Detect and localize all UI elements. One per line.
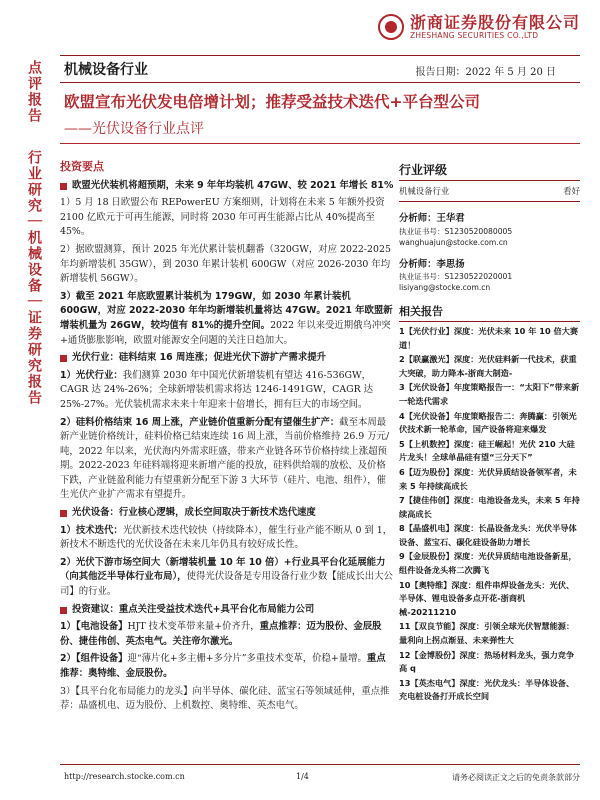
- analyst-cert: 执业证书号：S1230522020001: [399, 272, 513, 282]
- rating-row: [399, 185, 580, 203]
- report-category-band: 行业研究｜机械设备｜证券研究报告: [26, 150, 42, 406]
- rating-label: 机械设备行业: [399, 185, 450, 196]
- logo-icon: [378, 14, 404, 40]
- industry-label: 机械设备行业: [64, 62, 148, 78]
- analyst-name: 分析师：王华君: [399, 213, 465, 225]
- related-report-item[interactable]: 10【奥特维】深度：组件串焊设备龙头：光伏、半导体、锂电设备多点开花-浙商机械-20211210: [399, 579, 575, 617]
- disclaimer-note: 请务必阅读正文之后的免责条款部分: [452, 773, 580, 782]
- company-logo: [378, 14, 580, 40]
- analyst-email: wanghuajun@stocke.com.cn: [399, 237, 508, 247]
- related-report-item[interactable]: 7【捷佳伟创】深度：电池设备龙头，未来 5 年持续高成长: [399, 495, 580, 519]
- paragraph: 1）【电池设备】HJT 技术变革带来量+价齐升，重点推荐：迈为股份、金辰股份、捷佳伟创、英杰电气。关注帝尔激光。: [60, 621, 382, 647]
- paragraph: 1）技术迭代：光伏新技术迭代较快（持续降本），催生行业产能不断从 0 到 1，新技术不断迭代的光伏设备在未来几年仍具有较好成长性。: [60, 524, 393, 551]
- bullet-pv-equipment: 光伏设备：行业核心逻辑，成长空间取决于新技术迭代速度: [60, 506, 394, 521]
- related-report-item[interactable]: 8【晶盛机电】深度：长晶设备龙头：光伏半导体设备、蓝宝石、碳化硅设备助力增长: [399, 523, 577, 547]
- paragraph: 2）据欧盟测算，预计 2025 年光伏累计装机翻番（320GW，对应 2022-2025 年均新增装机 35GW），到 2030 年累计装机 600GW（对应 2026-2030 年均新增装机 56GW）。: [60, 243, 391, 285]
- main-column: [60, 160, 394, 714]
- related-report-item[interactable]: 12【金博股份】深度：热场材料龙头，强力竞争高 q: [399, 649, 575, 674]
- paragraph: 1）光伏行业：我们测算 2030 年中国光伏新增装机有望达 416-536GW，CAGR 达 24%-26%；全球新增装机需求将达 1246-1491GW，CAGR 达 25%-27%。光伏装机需求未来十年迎来十倍增长，拥有巨大的市场空间。: [60, 369, 374, 410]
- analyst-block: [399, 212, 580, 248]
- bullet-investment: 投资建议：重点关注受益技术迭代+具平台化布局能力公司: [60, 603, 394, 618]
- paragraph: 2）硅料价格结束 16 周上涨，产业链价值重新分配有望催生扩产：截至本周最新产业链价格统计，硅料价格已结束连续 16 周上涨，当前价格维持 26.9 万元/吨，2022 年以来，光伏海内外需求旺盛，带来产业链各环节价格持续上涨超预期。2022-2023 年硅料端将迎来新增产能的投放，硅料供给端的放松、及价格下跌，产业链盈利能力有望重新分配至下游 3 大环节（硅片、电池、组件），催生光伏产业扩产需求有望提升。: [60, 416, 390, 501]
- footer-rule: [60, 764, 580, 765]
- report-type-band: 点评报告: [26, 60, 42, 124]
- bullet-square-icon: [60, 510, 67, 517]
- header-rule-bottom: [60, 82, 580, 83]
- report-title: 欧盟宣布光伏发电倍增计划；推荐受益技术迭代+平台型公司: [64, 93, 480, 111]
- paragraph: 3）【具平台化布局能力的龙头】向半导体、碳化硅、蓝宝石等领域延伸，重点推荐：晶盛机电、迈为股份、上机数控、奥特维、英杰电气。: [60, 685, 390, 712]
- sidebar: [399, 160, 580, 704]
- header-rule-top: [60, 55, 580, 56]
- rating-value: 看好: [563, 185, 580, 196]
- bullet-square-icon: [60, 355, 67, 362]
- bullet-pv-industry: 光伏行业：硅料结束 16 周连涨；促进光伏下游扩产需求提升: [60, 351, 394, 366]
- paragraph: 1）5 月 18 日欧盟公布 REPowerEU 方案细则，计划将在未来 5 年额外投资 2100 亿欧元于可再生能源，同时将 2030 年可再生能源占比从 40%提高至 45%。: [60, 197, 385, 238]
- page-number: 1/4: [296, 772, 309, 781]
- title-rule: [60, 143, 580, 144]
- analyst-cert: 执业证书号：S1230520080005: [399, 226, 513, 236]
- analyst-email: lisiyang@stocke.com.cn: [399, 283, 491, 293]
- bullet-eu-pv: 欧盟光伏装机将超预期，未来 9 年年均装机 47GW、较 2021 年增长 81%: [60, 179, 394, 194]
- related-report-item[interactable]: 1【光伏行业】深度：光伏未来 10 年 10 倍大赛道！: [399, 325, 579, 350]
- related-report-item[interactable]: 3【光伏设备】年度策略报告一：“太阳下”带来新一轮迭代需求: [399, 382, 580, 406]
- bullet-square-icon: [60, 183, 67, 190]
- related-report-item[interactable]: 2【联赢激光】深度：光伏硅料新一代技术，获重大突破，助力降本-浙商大制造-: [399, 354, 577, 378]
- paragraph: 2）光伏下游市场空间大（新增装机量 10 年 10 倍）+行业具平台化延展能力（向其他泛半导体行业布局），使得光伏设备是专用设备行业少数【能成长出大公司】的行业。: [60, 556, 393, 598]
- paragraph: 2）【组件设备】迎“薄片化+多主栅+多分片”多重技术变革，价稳+量增。重点推荐：奥特维、金辰股份。: [60, 653, 386, 679]
- company-name-en: ZHESHANG SECURITIES CO.,LTD: [409, 31, 539, 40]
- related-report-item[interactable]: 13【英杰电气】深度：光伏龙头：半导体设备、充电桩设备打开成长空间: [399, 677, 575, 702]
- related-report-item[interactable]: 4【光伏设备】年度策略报告二：奔腾赢：引领光伏技术新一轮革命，国产设备将迎来爆发: [399, 410, 577, 435]
- footer-url-link[interactable]: http://research.stocke.com.cn: [64, 772, 185, 781]
- related-report-item[interactable]: 5【上机数控】深度：硅王崛起！光伏 210 大硅片龙头！全球单晶硅有望“三分天下”: [399, 438, 575, 463]
- report-subtitle: ——光伏设备行业点评: [64, 121, 204, 137]
- bullet-square-icon: [60, 607, 67, 614]
- paragraph: 3）截至 2021 年底欧盟累计装机为 179GW，如 2030 年累计装机 600GW，对应 2022-2030 年年均新增装机量将达 47GW。2021 年欧盟新增装机量为 26GW，较均值有 81%的提升空间。2022 年以来受近期俄乌冲突+通货膨胀影响，欧盟对能源安全问题的关注日趋加大。: [60, 290, 393, 346]
- related-report-item[interactable]: 11【双良节能】深度：引领全球光伏智慧能源：量利向上拐点渐显、未来弹性大: [399, 621, 575, 646]
- related-reports-heading: 相关报告: [399, 305, 580, 322]
- rating-heading: 行业评级: [399, 164, 580, 181]
- related-reports-list: [399, 325, 580, 704]
- section-heading: 投资要点: [60, 160, 104, 173]
- analyst-block: [399, 258, 580, 294]
- report-date: 报告日期：2022 年 5 月 20 日: [415, 67, 556, 78]
- related-report-item[interactable]: 6【迈为股份】深度：光伏异质结设备领军者，未来 5 年持续高成长: [399, 466, 577, 491]
- company-name-cn: 浙商证券股份有限公司: [409, 13, 580, 32]
- analyst-name: 分析师：李思扬: [399, 258, 465, 270]
- related-report-item[interactable]: 9【金辰股份】深度：光伏异质结电池设备新星，组件设备龙头将二次腾飞: [399, 551, 577, 576]
